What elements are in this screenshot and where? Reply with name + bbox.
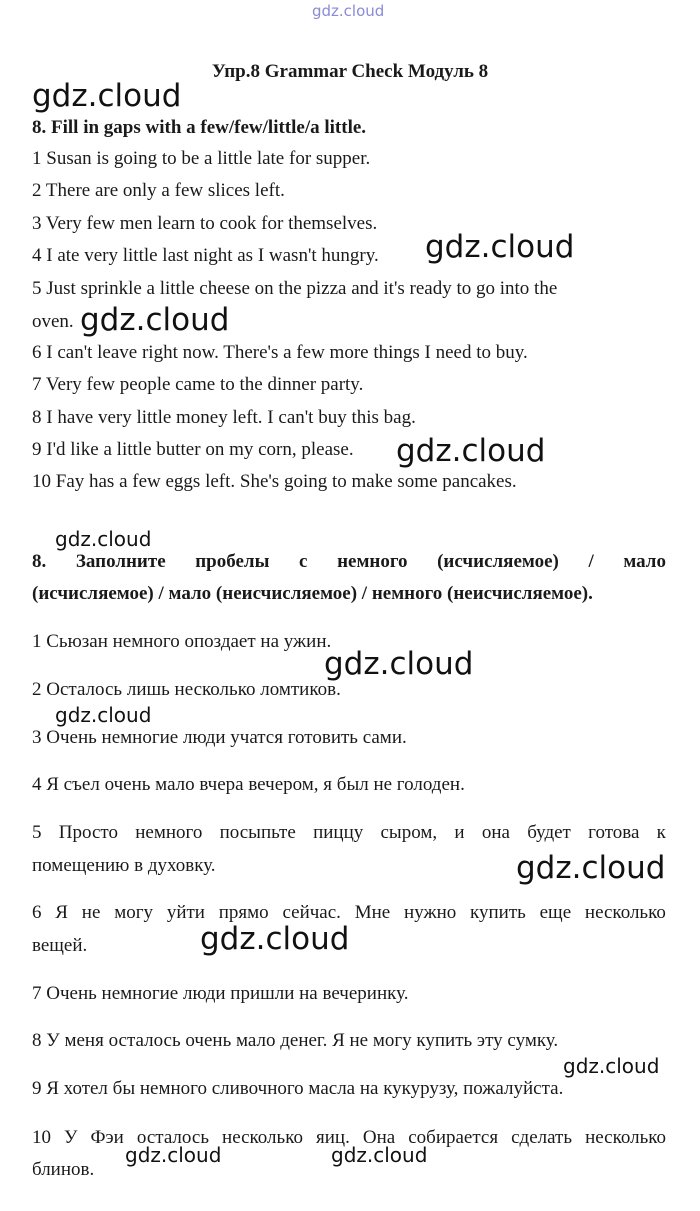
translation-line: 4 Я съел очень мало вчера вечером, я был не голоден. xyxy=(32,774,465,795)
word: купить xyxy=(470,902,526,923)
translation-item xyxy=(32,821,666,878)
watermark: gdz.cloud xyxy=(396,433,546,469)
translation-item xyxy=(32,901,666,958)
translation-item xyxy=(32,1126,666,1182)
english-line: oven. xyxy=(32,311,74,332)
english-line: 6 I can't leave right now. There's a few more things I need to buy. xyxy=(32,342,528,363)
watermark: gdz.cloud xyxy=(55,703,152,727)
translation-line: блинов. xyxy=(32,1159,95,1180)
translation-line xyxy=(32,1126,666,1150)
english-line: 5 Just sprinkle a little cheese on the pizza and it's ready to go into the xyxy=(32,278,558,299)
word: Фэи xyxy=(90,1127,124,1148)
word: сделать xyxy=(511,1127,573,1148)
word: посыпьте xyxy=(219,822,296,843)
word: еще xyxy=(539,902,572,923)
word: 5 xyxy=(32,822,42,843)
word: сейчас. xyxy=(282,902,341,923)
english-line: 10 Fay has a few eggs left. She's going to make some pancakes. xyxy=(32,471,517,492)
translation-line: 8 У меня осталось очень мало денег. Я не могу купить эту сумку. xyxy=(32,1030,559,1051)
watermark: gdz.cloud xyxy=(331,1143,428,1167)
word: готова xyxy=(588,822,640,843)
heading-word: (исчисляемое) xyxy=(437,551,559,572)
translation-heading-line xyxy=(32,550,666,574)
watermark: gdz.cloud xyxy=(125,1143,222,1167)
word: несколько xyxy=(584,902,666,923)
word: 10 xyxy=(32,1127,51,1148)
word: могу xyxy=(114,902,154,923)
translation-line: помещению в духовку. xyxy=(32,855,216,876)
english-line: 9 I'd like a little butter on my corn, please. xyxy=(32,439,354,460)
word: Мне xyxy=(354,902,391,923)
watermark: gdz.cloud xyxy=(200,921,350,957)
translation-line: 3 Очень немногие люди учатся готовить сами. xyxy=(32,727,407,748)
word: 6 xyxy=(32,902,42,923)
english-line: 2 There are only a few slices left. xyxy=(32,180,285,201)
heading-word: 8. xyxy=(32,551,47,572)
word: немного xyxy=(135,822,203,843)
translation-line: 1 Сьюзан немного опоздает на ужин. xyxy=(32,631,332,652)
translation-line: 7 Очень немногие люди пришли на вечеринку. xyxy=(32,983,409,1004)
word: пиццу xyxy=(313,822,364,843)
english-line: 8 I have very little money left. I can't buy this bag. xyxy=(32,407,416,428)
word: Она xyxy=(362,1127,396,1148)
word: осталось xyxy=(136,1127,209,1148)
english-line: 4 I ate very little last night as I wasn't hungry. xyxy=(32,245,379,266)
word: и xyxy=(454,822,465,843)
english-line: 1 Susan is going to be a little late for supper. xyxy=(32,148,371,169)
translation-heading xyxy=(32,550,666,606)
exercise-heading: 8. Fill in gaps with a few/few/little/a little. xyxy=(32,117,367,138)
word: нужно xyxy=(404,902,457,923)
heading-word: мало xyxy=(623,551,666,572)
page-title: Упр.8 Grammar Check Модуль 8 xyxy=(211,61,489,82)
watermark: gdz.cloud xyxy=(425,229,575,265)
word: несколько xyxy=(585,1127,666,1148)
word: Просто xyxy=(58,822,118,843)
word: несколько xyxy=(222,1127,303,1148)
english-line: 3 Very few men learn to cook for themselves. xyxy=(32,213,378,234)
word: будет xyxy=(527,822,571,843)
translation-line xyxy=(32,901,666,925)
word: прямо xyxy=(218,902,269,923)
word: сыром, xyxy=(380,822,438,843)
watermark: gdz.cloud xyxy=(516,850,666,886)
translation-heading-line: (исчисляемое) / мало (неисчисляемое) / немного (неисчисляемое). xyxy=(32,583,593,604)
word: яиц. xyxy=(316,1127,350,1148)
heading-word: с xyxy=(299,551,308,572)
translation-line: 9 Я хотел бы немного сливочного масла на кукурузу, пожалуйста. xyxy=(32,1078,564,1099)
word: уйти xyxy=(166,902,205,923)
translation-line: 2 Осталось лишь несколько ломтиков. xyxy=(32,679,341,700)
word: не xyxy=(81,902,101,923)
watermark: gdz.cloud xyxy=(563,1054,660,1078)
heading-word: пробелы xyxy=(195,551,270,572)
watermark-top: gdz.cloud xyxy=(312,2,385,20)
heading-word: / xyxy=(588,551,594,572)
translation-line: вещей. xyxy=(32,935,88,956)
watermark: gdz.cloud xyxy=(55,527,152,551)
word: к xyxy=(656,822,666,843)
word: она xyxy=(481,822,510,843)
heading-word: немного xyxy=(337,551,408,572)
word: собирается xyxy=(408,1127,499,1148)
watermark: gdz.cloud xyxy=(32,78,182,114)
watermark: gdz.cloud xyxy=(80,302,230,338)
translation-line xyxy=(32,821,666,845)
watermark: gdz.cloud xyxy=(324,646,474,682)
english-line: 7 Very few people came to the dinner party. xyxy=(32,374,364,395)
heading-word: Заполните xyxy=(75,551,166,572)
word: У xyxy=(64,1127,78,1148)
word: Я xyxy=(55,902,68,923)
